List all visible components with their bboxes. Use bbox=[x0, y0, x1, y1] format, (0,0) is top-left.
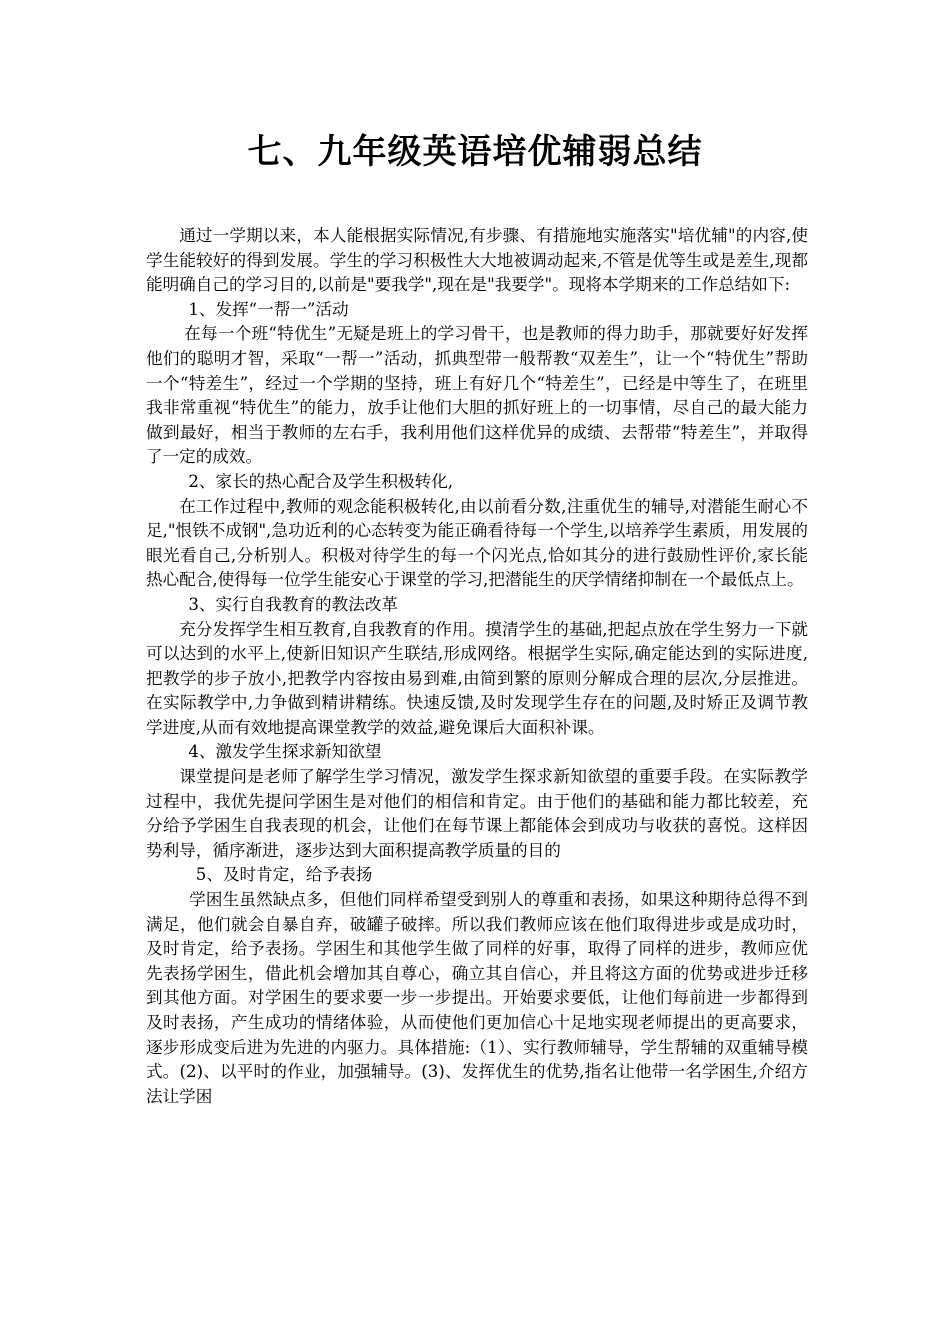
section-3-heading: 3、实行自我教育的教法改革 bbox=[188, 594, 399, 614]
document-body bbox=[146, 224, 808, 1109]
section-1-paragraph: 在每一个班“特优生”无疑是班上的学习骨干，也是教师的得力助手，那就要好好发挥他们的聪明才智，采取“一帮一”活动，抓典型带一般帮教“双差生”，让一个“特优生”帮助一个“特差生”，经过一个学期的坚持，班上有好几个“特差生”，已经是中等生了，在班里我非常重视“特优生”的能力，放手让他们大胆的抓好班上的一切事情，尽自己的最大能力做到最好，相当于教师的左右手，我利用他们这样优异的成绩、去帮带“特差生”，并取得了一定的成效。 bbox=[146, 324, 808, 467]
section-5-heading: 5、及时肯定，给予表扬 bbox=[195, 865, 373, 885]
section-4-heading: 4、激发学生探求新知欲望 bbox=[188, 742, 382, 762]
section-5-paragraph: 学困生虽然缺点多，但他们同样希望受到别人的尊重和表扬，如果这种期待总得不到满足，他们就会自暴自弃，破罐子破摔。所以我们教师应该在他们取得进步或是成功时，及时肯定，给予表扬。学困生和其他学生做了同样的好事，取得了同样的进步，教师应优先表扬学困生，借此机会增加其自尊心，确立其自信心，并且将这方面的优势或进步迁移到其他方面。对学困生的要求要一步一步提出。开始要求要低，让他们每前进一步都得到及时表扬，产生成功的情绪体验，从而使他们更加信心十足地实现老师提出的更高要求，逐步形成变后进为先进的内驱力。具体措施:（1）、实行教师辅导，学生帮辅的双重辅导模式。(2)、以平时的作业，加强辅导。(3)、发挥优生的优势,指名让他带一名学困生,介绍方法让学困 bbox=[146, 890, 808, 1106]
document-title: 七、九年级英语培优辅弱总结 bbox=[247, 132, 703, 172]
intro-paragraph: 通过一学期以来，本人能根据实际情况,有步骤、有措施地实施落实"培优辅"的内容,使学生能较好的得到发展。学生的学习积极性大大地被调动起来,不管是优等生或是差生,现都能明确自己的学习目的,以前是"要我学",现在是"我要学"。现将本学期来的工作总结如下: bbox=[146, 226, 808, 295]
section-2-heading: 2、家长的热心配合及学生积极转化, bbox=[188, 471, 454, 491]
section-4-paragraph: 课堂提问是老师了解学生学习情况，激发学生探求新知欲望的重要手段。在实际教学过程中，我优先提问学困生是对他们的相信和肯定。由于他们的基础和能力都比较差，充分给予学困生自我表现的机会，让他们在每节课上都能体会到成功与收获的喜悦。这样因势利导，循序渐进，逐步达到大面积提高教学质量的目的 bbox=[146, 767, 808, 860]
section-1-heading: 1、发挥“一帮一”活动 bbox=[188, 299, 349, 319]
section-3-paragraph: 充分发挥学生相互教育,自我教育的作用。摸清学生的基础,把起点放在学生努力一下就可以达到的水平上,使新旧知识产生联结,形成网络。根据学生实际,确定能达到的实际进度,把教学的步子放小,把教学内容按由易到难,由简到繁的原则分解成合理的层次,分层推进。在实际教学中,力争做到精讲精练。快速反馈,及时发现学生存在的问题,及时矫正及调节教学进度,从而有效地提高课堂教学的效益,避免课后大面积补课。 bbox=[146, 619, 808, 737]
section-2-paragraph: 在工作过程中,教师的观念能积极转化,由以前看分数,注重优生的辅导,对潜能生耐心不足,"恨铁不成钢",急功近利的心态转变为能正确看待每一个学生,以培养学生素质，用发展的眼光看自己,分析别人。积极对待学生的每一个闪光点,恰如其分的进行鼓励性评价,家长能热心配合,使得每一位学生能安心于课堂的学习,把潜能生的厌学情绪抑制在一个最低点上。 bbox=[146, 496, 808, 590]
